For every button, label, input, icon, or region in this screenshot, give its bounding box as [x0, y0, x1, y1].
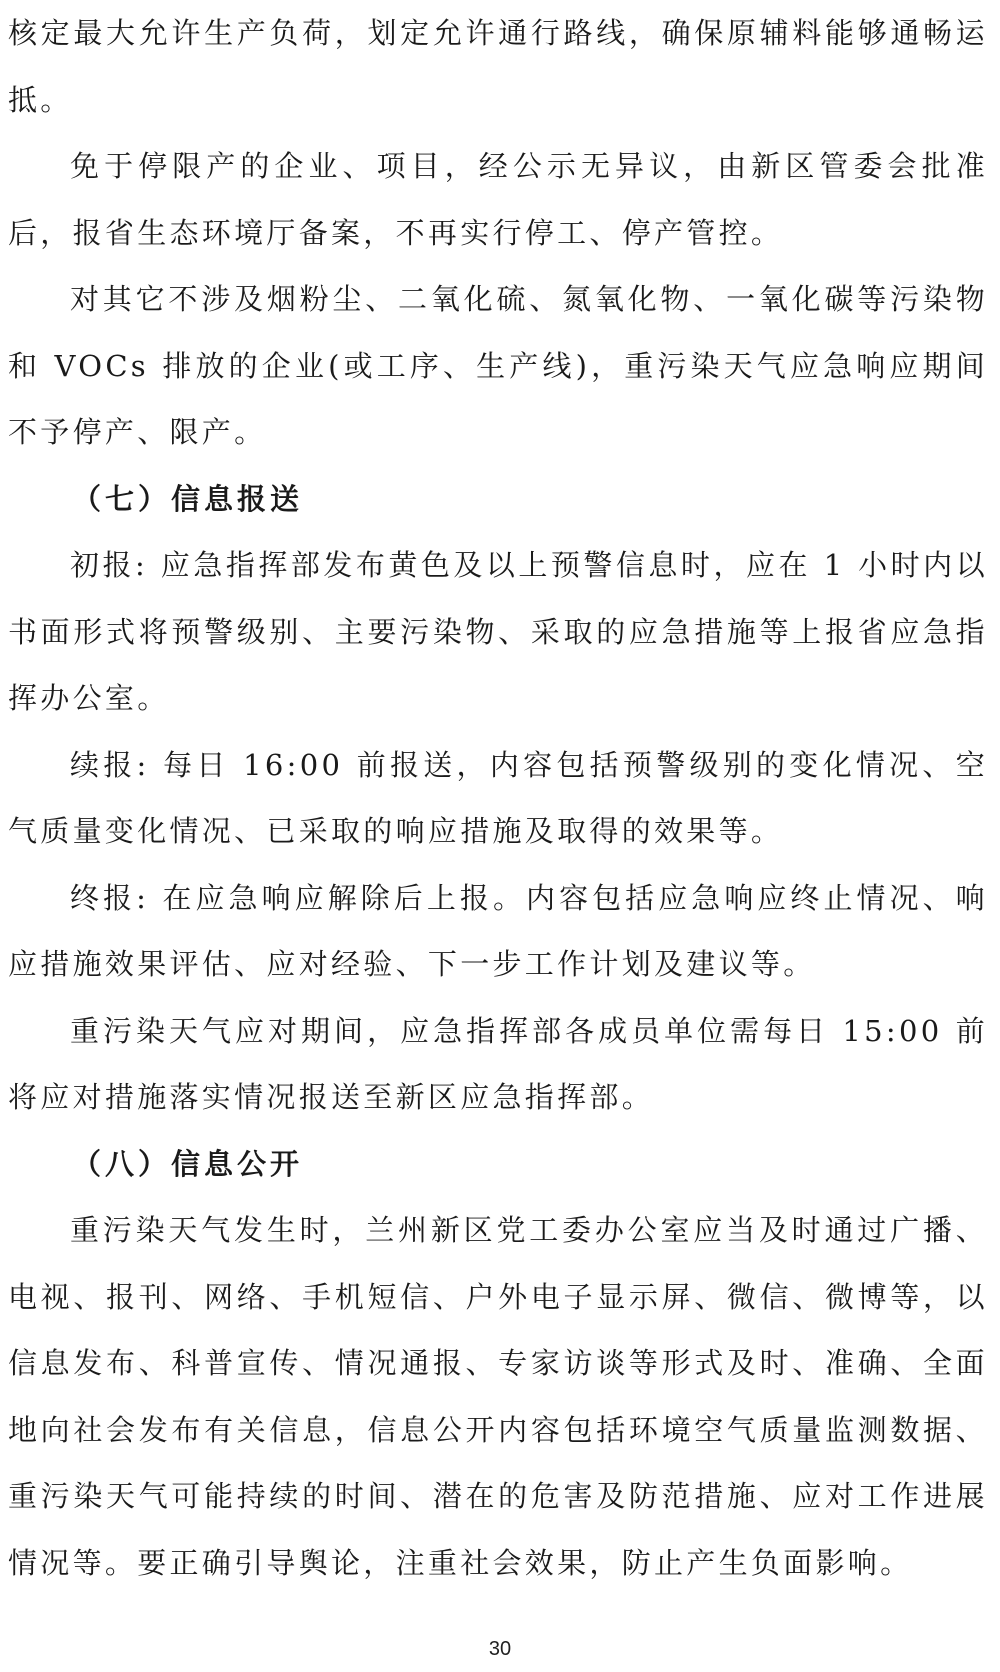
page-number: 30	[488, 1638, 512, 1660]
paragraph-follow-up-report: 续报: 每日 16:00 前报送，内容包括预警级别的变化情况、空气质量变化情况、已采取的响应措施及取得的效果等。	[8, 747, 988, 848]
section-heading-info-reporting: （七）信息报送	[72, 481, 304, 516]
paragraph-info-disclosure: 重污染天气发生时，兰州新区党工委办公室应当及时通过广播、电视、报刊、网络、手机短信、户外电子显示屏、微信、微博等，以信息发布、科普宣传、情况通报、专家访谈等形式及时、准确、全面地向社会发布有关信息，信息公开内容包括环境空气质量监测数据、重污染天气可能持续的时间、潜在的危害及防范措施、应对工作进展情况等。要正确引导舆论，注重社会效果，防止产生负面影响。	[8, 1213, 988, 1580]
section-heading-info-disclosure: （八）信息公开	[72, 1146, 304, 1181]
document-body	[8, 0, 988, 1596]
paragraph-final-report: 终报: 在应急响应解除后上报。内容包括应急响应终止情况、响应措施效果评估、应对经验、下一步工作计划及建议等。	[8, 880, 988, 981]
paragraph-initial-report: 初报: 应急指挥部发布黄色及以上预警信息时，应在 1 小时内以书面形式将预警级别、主要污染物、采取的应急措施等上报省应急指挥办公室。	[8, 548, 988, 715]
paragraph-member-units-report: 重污染天气应对期间，应急指挥部各成员单位需每日 15:00 前将应对措施落实情况报送至新区应急指挥部。	[8, 1013, 988, 1114]
paragraph-exemption: 免于停限产的企业、项目，经公示无异议，由新区管委会批准后，报省生态环境厅备案，不再实行停工、停产管控。	[8, 149, 988, 250]
paragraph-continuation: 核定最大允许生产负荷，划定允许通行路线，确保原辅料能够通畅运抵。	[8, 16, 988, 117]
paragraph-non-polluting: 对其它不涉及烟粉尘、二氧化硫、氮氧化物、一氧化碳等污染物和 VOCs 排放的企业(或工序、生产线)，重污染天气应急响应期间不予停产、限产。	[8, 282, 988, 449]
